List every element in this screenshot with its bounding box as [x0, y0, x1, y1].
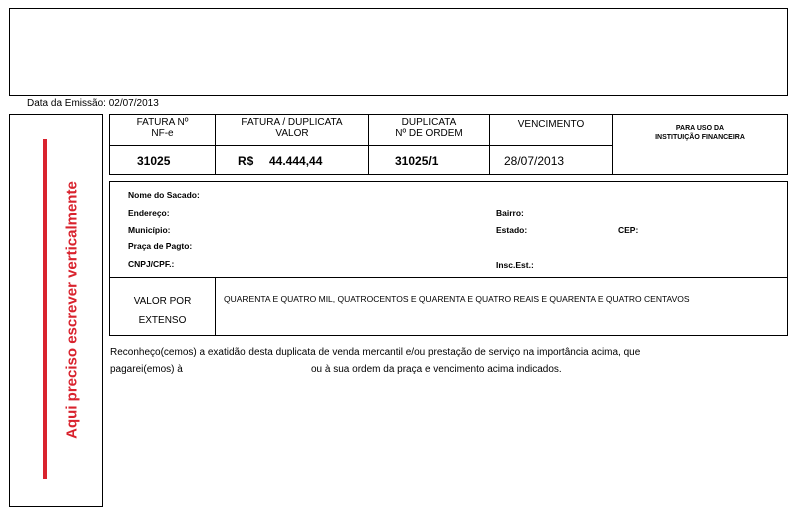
col-fatura-subtitle: NF-e: [151, 128, 174, 139]
col-valor-amount: 44.444,44: [269, 154, 323, 168]
col-fatura-title: FATURA Nº: [136, 117, 189, 128]
endereco-label: Endereço:: [128, 208, 170, 218]
col-instituicao-line1: PARA USO DA: [675, 125, 725, 132]
col-vencimento: [490, 115, 613, 174]
col-ordem-value: 31025/1: [395, 154, 439, 168]
col-valor-title: FATURA / DUPLICATA: [241, 117, 343, 128]
nome-sacado-label: Nome do Sacado:: [128, 190, 200, 200]
vertical-sidebar: [9, 114, 103, 507]
extenso-text: QUARENTA E QUATRO MIL, QUATROCENTOS E QUARENTA E QUATRO REAIS E QUARENTA E QUATRO CENTAVOS: [224, 294, 690, 304]
emission-date-label: Data da Emissão:: [27, 98, 106, 109]
col-valor-currency: R$: [238, 154, 254, 168]
sidebar-vertical-text-wrap: [60, 160, 84, 460]
invoice-header-table: [109, 114, 788, 175]
col-valor: [216, 115, 369, 174]
extenso-label-cell: [110, 278, 216, 335]
col-fatura: [110, 115, 216, 174]
top-header-box: [9, 8, 788, 96]
sidebar-vertical-text: Aqui preciso escrever verticalmente: [63, 181, 81, 439]
insc-est-label: Insc.Est.:: [496, 260, 534, 270]
col-vencimento-title: VENCIMENTO: [517, 119, 585, 130]
cep-label: CEP:: [618, 225, 639, 235]
declaration-line1: Reconheço(cemos) a exatidão desta duplicata de venda mercantil e/ou prestação de serviço na importância acima, que: [110, 347, 641, 358]
col-fatura-value: 31025: [137, 154, 171, 168]
col-vencimento-value: 28/07/2013: [504, 154, 565, 168]
extenso-label-line1: VALOR POR: [133, 296, 192, 307]
bairro-label: Bairro:: [496, 208, 524, 218]
col-valor-subtitle: VALOR: [275, 128, 309, 139]
declaration-line2-end: ou à sua ordem da praça e vencimento acima indicados.: [311, 364, 562, 375]
praca-pagto-label: Praça de Pagto:: [128, 241, 193, 251]
col-instituicao: [613, 115, 787, 174]
col-instituicao-line2: INSTITUIÇÃO FINANCEIRA: [655, 134, 745, 141]
declaration-line2-start: pagarei(emos) à: [110, 364, 183, 375]
emission-date: [27, 98, 159, 109]
estado-label: Estado:: [496, 225, 528, 235]
sacado-box: [109, 181, 788, 336]
col-ordem: [369, 115, 490, 174]
col-ordem-title: DUPLICATA: [401, 117, 457, 128]
sidebar-red-bar: [43, 139, 47, 479]
col-ordem-subtitle: Nº DE ORDEM: [395, 128, 463, 139]
extenso-label-line2: EXTENSO: [138, 315, 187, 326]
emission-date-value: 02/07/2013: [108, 98, 159, 109]
cnpj-cpf-label: CNPJ/CPF.:: [128, 259, 175, 269]
municipio-label: Município:: [128, 225, 171, 235]
